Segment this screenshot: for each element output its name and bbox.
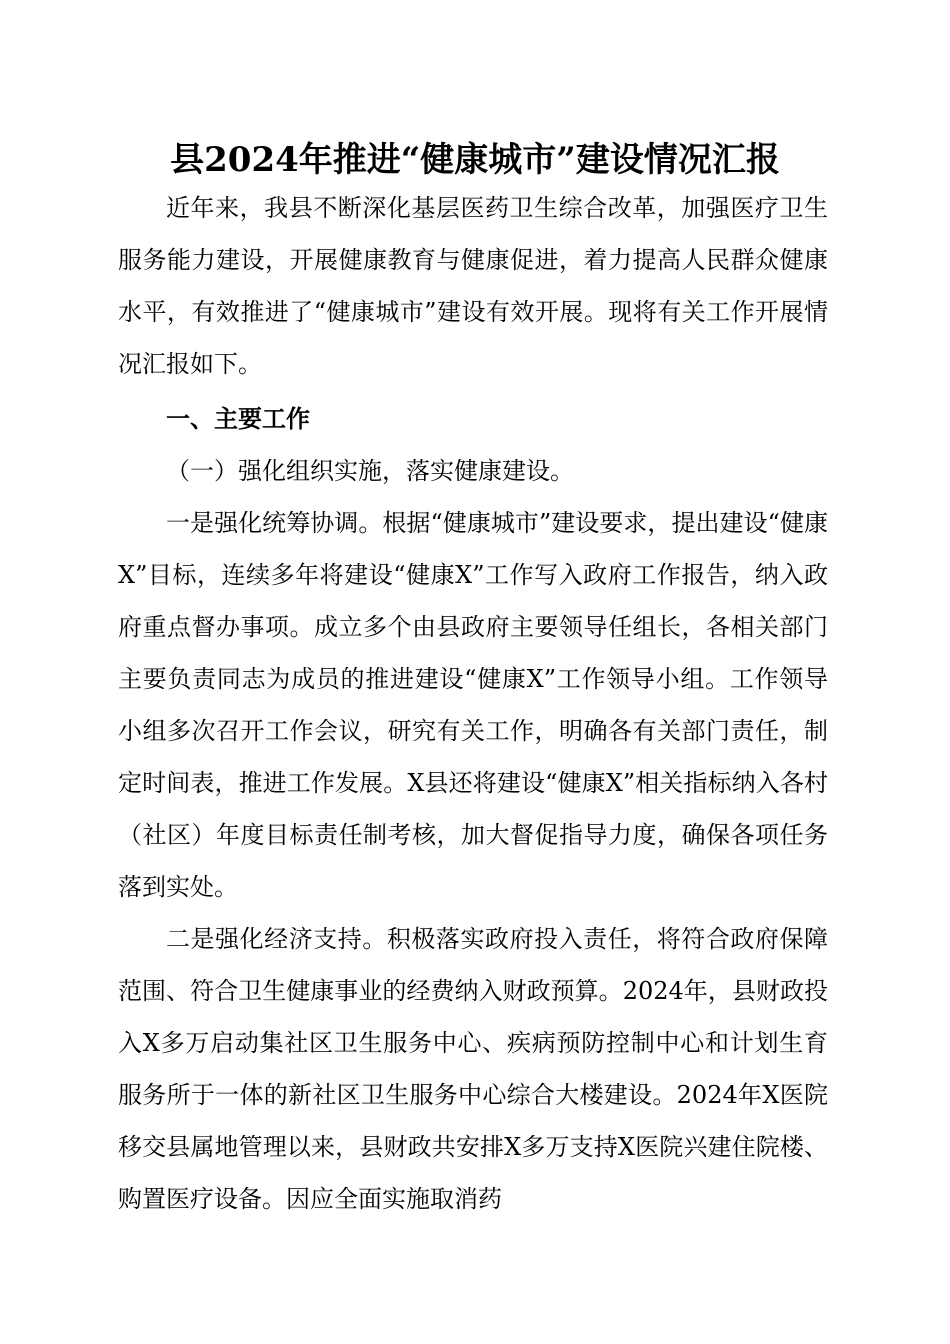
subsection-heading: （一）强化组织实施，落实健康建设。: [166, 457, 574, 485]
document-body: [118, 160, 828, 1225]
section-heading: 一、主要工作: [166, 404, 310, 433]
intro-paragraph: 近年来，我县不断深化基层医药卫生综合改革，加强医疗卫生服务能力建设，开展健康教育与健康促进，着力提高人民群众健康水平，有效推进了“健康城市”建设有效开展。现将有关工作开展情况汇报如下。: [118, 194, 828, 378]
document-title: 县2024年推进“健康城市”建设情况汇报: [170, 140, 780, 180]
body-paragraph-2: 二是强化经济支持。积极落实政府投入责任，将符合政府保障范围、符合卫生健康事业的经费纳入财政预算。2024年，县财政投入X多万启动集社区卫生服务中心、疾病预防控制中心和计划生育服务所于一体的新社区卫生服务中心综合大楼建设。2024年X医院移交县属地管理以来，县财政共安排X多万支持X医院兴建住院楼、购置医疗设备。因应全面实施取消药: [118, 925, 828, 1213]
body-paragraph-1: 一是强化统筹协调。根据“健康城市”建设要求，提出建设“健康X”目标，连续多年将建设“健康X”工作写入政府工作报告，纳入政府重点督办事项。成立多个由县政府主要领导任组长，各相关部门主要负责同志为成员的推进建设“健康X”工作领导小组。工作领导小组多次召开工作会议，研究有关工作，明确各有关部门责任，制定时间表，推进工作发展。X县还将建设“健康X”相关指标纳入各村（社区）年度目标责任制考核，加大督促指导力度，确保各项任务落到实处。: [118, 509, 828, 901]
